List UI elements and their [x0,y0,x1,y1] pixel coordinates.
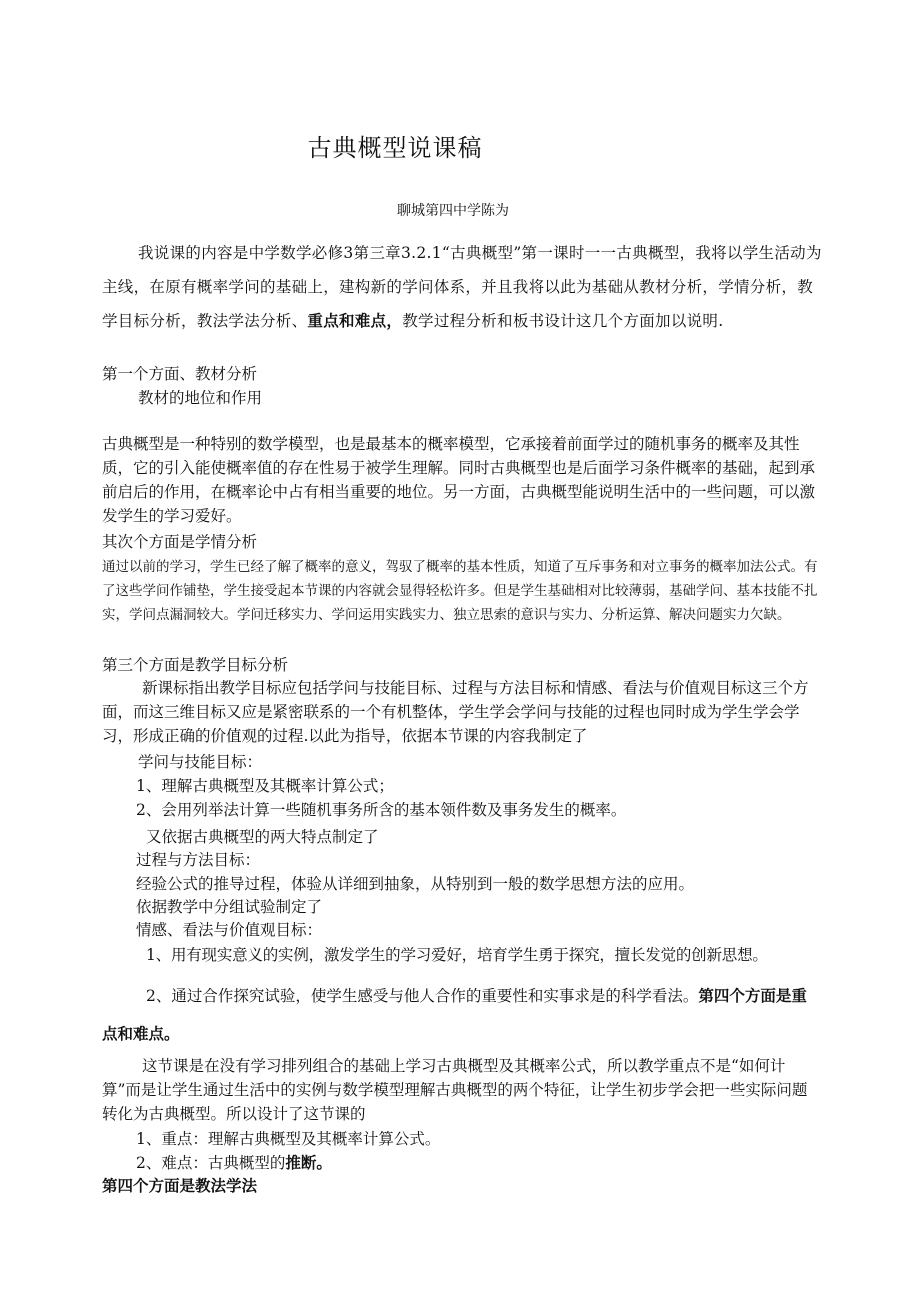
emotion-goal-label: 情感、看法与价值观目标： [136,921,323,939]
section2-body: 通过以前的学习，学生已经了解了概率的意义，驾驭了概率的基本性质，知道了互斥事务和对立事务的概率加法公式。有了这些学问作铺垫，学生接受起本节课的内容就会显得轻松许多。但是学生基础相对比较薄弱，基础学问、基本技能不扎实，学问点漏洞较大。学问迁移实力、学问运用实践实力、独立思索的意识与实力、分析运算、解决问题实力欠缺。 [102,559,818,623]
difficult-point [136,1151,856,1173]
intro-text-bold: 重点和难点， [307,311,403,330]
section1-heading: 第一个方面、教材分析 [102,365,258,383]
section4-heading-part1: 第四个方 [698,986,761,1005]
knowledge-goal-1: 1、理解古典概型及其概率计算公式； [136,777,394,795]
emotion-goal-2 [102,977,822,1053]
basis-line-2: 依据教学中分组试验制定了 [136,898,323,916]
knowledge-goal-2: 2、会用列举法计算一些随机事务所含的基本领件数及事务发生的概率。 [136,801,627,819]
intro-paragraph [102,236,822,338]
section4-heading-part2: 面是重点和难点。 [102,986,807,1043]
knowledge-goal-label: 学问与技能目标： [138,753,263,771]
section2-heading: 其次个方面是学情分析 [102,533,258,551]
difficult-point-bold: 推断。 [285,1153,332,1172]
basis-line-1: 又依据古典概型的两大特点制定了 [146,828,379,846]
section1-subheading: 教材的地位和作用 [138,389,263,407]
emotion-goal-2-text: 2、通过合作探究试验，使学生感受与他人合作的重要性和实事求是的科学看法。 [146,987,699,1005]
author-line: 聊城第四中学陈为 [397,203,509,219]
key-point: 1、重点：理解古典概型及其概率计算公式。 [136,1130,441,1148]
section4-body: 这节课是在没有学习排列组合的基础上学习古典概型及其概率公式，所以教学重点不是“如何计算”而是让学生通过生活中的实例与数学模型理解古典概型的两个特征，让学生初步学会把一些实际问题转化为古典概型。所以设计了这节课的 [102,1057,808,1123]
section3-heading: 第三个方面是教学目标分析 [102,656,289,674]
difficult-point-text: 2、难点：古典概型的 [136,1154,286,1172]
intro-text-c: 教学过程分析和板书设计这几个方面加以说明. [402,312,724,330]
section5-heading: 第四个方面是教法学法 [102,1176,258,1195]
section3-body: 新课标指出教学目标应包括学问与技能目标、过程与方法目标和情感、看法与价值观目标这三个方面，而这三维目标又应是紧密联系的一个有机整体，学生学会学问与技能的过程也同时成为学生学会学习，形成正确的价值观的过程.以此为指导，依据本节课的内容我制定了 [102,679,809,745]
intro-text-a: 我说课的内容是中学数学必修3第三章3.2.1“古典概型”第一课时一一古典概型，我将以学生活动为主线，在原有概率学问的基础上，建构新的学问体系，并且我将以此为基础从教材分析，学情分析，教学目标分析，教法学法分析、 [102,244,822,330]
section1-body: 古典概型是一种特别的数学模型，也是最基本的概率模型，它承接着前面学过的随机事务的概率及其性质，它的引入能使概率值的存在性易于被学生理解。同时古典概型也是后面学习条件概率的基础，起到承前启后的作用，在概率论中占有相当重要的地位。另一方面，古典概型能说明生活中的一些问题，可以激发学生的学习爱好。 [102,435,816,525]
process-goal-label: 过程与方法目标： [136,851,261,869]
document-title: 古典概型说课稿 [307,134,483,162]
emotion-goal-1: 1、用有现实意义的实例，激发学生的学习爱好，培育学生勇于探究，擅长发觉的创新思想。 [146,946,768,964]
process-goal: 经验公式的推导过程，体验从详细到抽象，从特别到一般的数学思想方法的应用。 [136,875,695,893]
